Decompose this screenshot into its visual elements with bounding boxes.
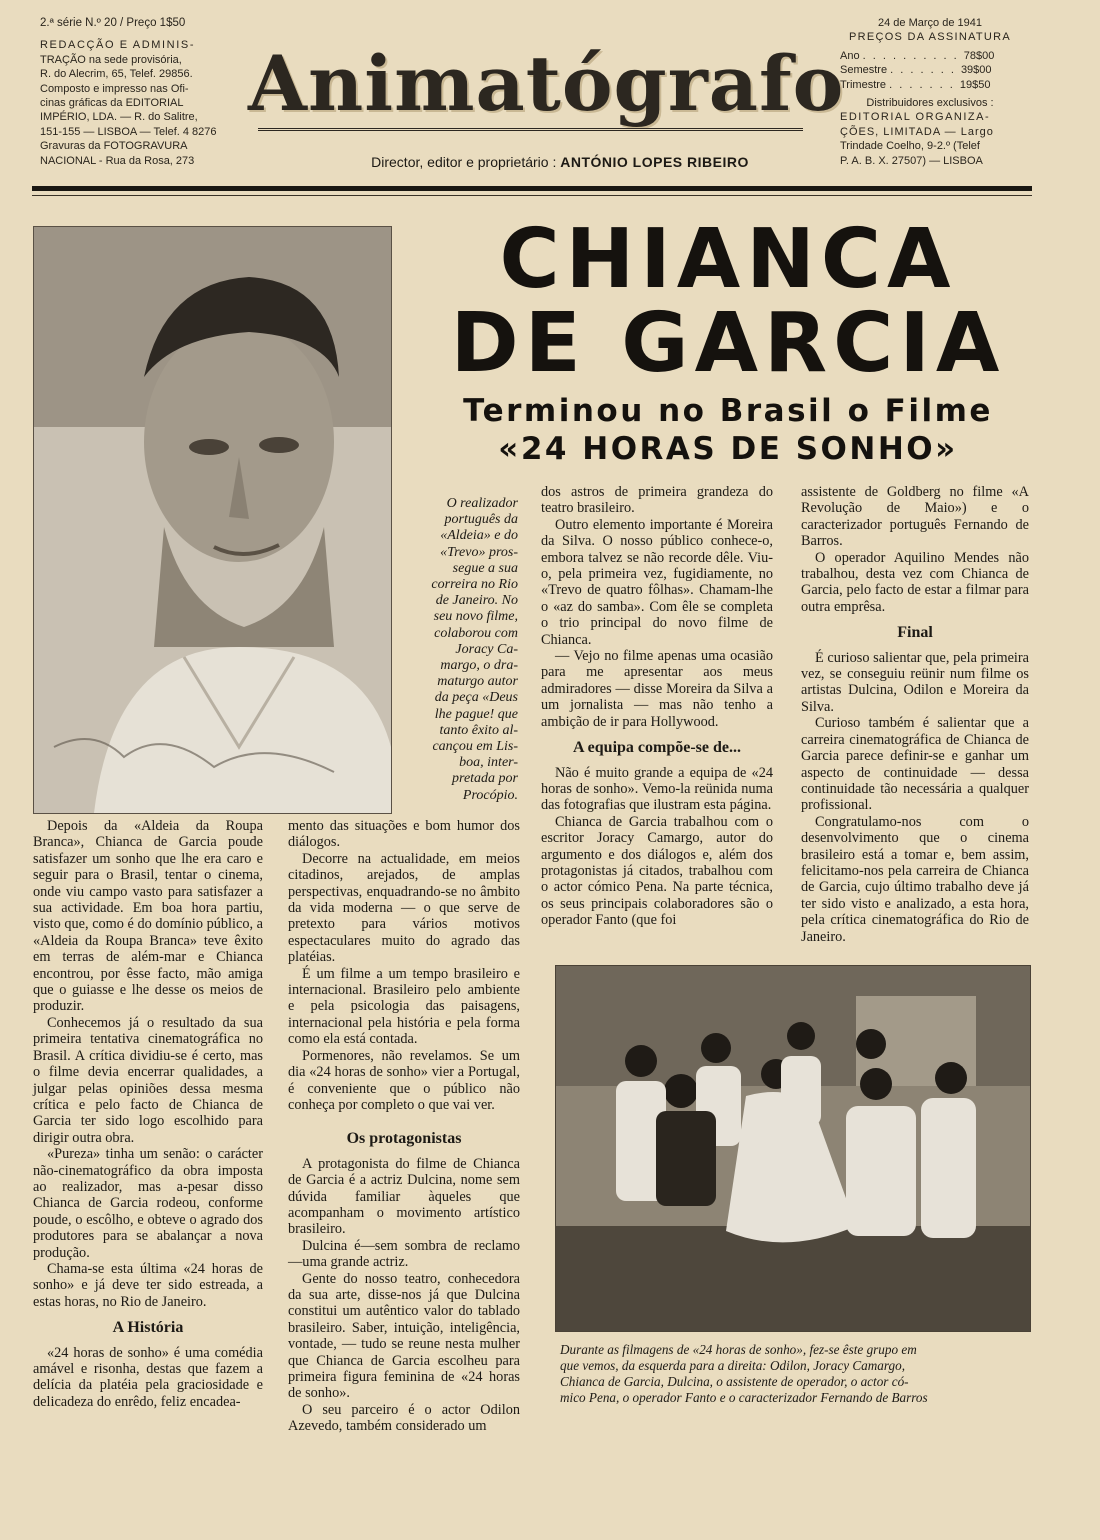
subheadline-line: Terminou no Brasil o Filme (463, 393, 993, 429)
paragraph: — Vejo no filme apenas uma ocasião para me apresentar aos meus admiradores — disse Moreira da Silva a um jornalista — mas não tenho a ambição de ir para Hollywood. (541, 648, 773, 730)
distributor-line: ÇÕES, LIMITADA — Largo (840, 125, 994, 138)
intro-line: margo, o dra- (440, 658, 518, 674)
masthead-title: Animatógrafo (248, 39, 845, 128)
intro-line: maturgo autor (437, 674, 518, 690)
paragraph: Conhecemos já o resultado da sua primeira tentativa cinematográfica no Brasil. A crítica dividiu-se é certo, mas o filme devia encerrar qualidades, a julgar pelas opiniões dessa mesma crítica e pelo facto de Chianca de Garcia ter sido logo escolhido para dirigir outra obra. (33, 1014, 263, 1146)
headline-line: CHIANCA (499, 212, 957, 307)
caption-line: Durante as filmagens de «24 horas de sonho», fez-se êste grupo em (560, 1342, 917, 1357)
intro-line: correira no Rio (431, 577, 518, 593)
director-label: Director, editor e proprietário : (371, 154, 557, 170)
director-name: ANTÓNIO LOPES RIBEIRO (560, 154, 749, 170)
intro-blurb (398, 496, 518, 804)
paragraph: «Pureza» tinha um senão: o carácter não-cinematográfico da obra imposta ao realizador, mas a-pesar disso Chianca de Garcia rodeou, conforme poude, o escôlho, e obteve o agrado dos produtores para se abalançar a nova produção. (33, 1146, 263, 1261)
portrait-photo (33, 226, 392, 814)
intro-line: Procópio. (462, 787, 518, 803)
paragraph: Chama-se esta última «24 horas de sonho» e já deve ter sido estreada, a estas horas, no Rio de Janeiro. (33, 1260, 263, 1310)
paragraph: «24 horas de sonho» é uma comédia amável e risonha, destas que fazem a delícia da platéia pela graciosidade e delicadeza do enrêdo, feliz encadea- (33, 1344, 263, 1410)
article-column-3 (541, 484, 773, 929)
intro-line: O realizador (446, 496, 518, 511)
editorial-line: 151-155 — LISBOA — Telef. 4 8276 (40, 125, 217, 138)
editorial-line: cinas gráficas da EDITORIAL (40, 97, 184, 110)
director-line (300, 154, 820, 170)
paragraph: Depois da «Aldeia da Roupa Branca», Chianca de Garcia poude satisfazer um sonho que lhe era caro e seguir para o Brasil, tentar o cinema, onde viu campo vasto para satisfazer a sua actividade. Em boa hora partiu, visto que, como é do domínio público, a «Aldeia da Roupa Branca» teve êxito em terras de além-mar e Chianca encontrou, por êsse facto, mão amiga que o guiasse e lhe desse os meios de produzir. (33, 818, 263, 1015)
paragraph: É um filme a um tempo brasileiro e internacional. Brasileiro pelo ambiente e pela psicologia das paisagens, internacional pela história e pela forma como ela está contada. (288, 965, 520, 1048)
prices-title: PREÇOS DA ASSINATURA (848, 31, 1012, 44)
price-value: 39$00 (960, 64, 992, 77)
masthead-rule (258, 128, 803, 131)
headline-line: DE GARCIA (450, 296, 1006, 391)
editorial-line: Gravuras da FOTOGRAVURA (40, 140, 188, 153)
intro-line: lhe pague! que (434, 706, 518, 722)
paragraph: A protagonista do filme de Chianca de Garcia é a actriz Dulcina, nome sem dúvida familiar àqueles que acompanham o movimento artístico brasileiro. (288, 1155, 520, 1238)
intro-line: boa, inter- (459, 755, 518, 771)
issue-line: 2.ª série N.º 20 / Preço 1$50 (40, 17, 186, 29)
editorial-line: IMPÉRIO, LDA. — R. do Salitre, (40, 111, 198, 124)
subheadline (428, 392, 1028, 468)
paragraph: Pormenores, não revelamos. Se um dia «24 horas de sonho» vier a Portugal, é conveniente que o público não conheça por completo o que vai ver. (288, 1047, 520, 1113)
distributor-line: EDITORIAL ORGANIZA- (840, 111, 991, 124)
editorial-line: REDACÇÃO E ADMINIS- (40, 39, 196, 52)
intro-line: Joracy Ca- (455, 641, 518, 657)
intro-line: «Trevo» pros- (440, 544, 518, 560)
distributor-line: Trindade Coelho, 9-2.º (Telef (840, 140, 980, 153)
section-heading: A História (112, 1319, 184, 1337)
editorial-line: Composto e impresso nas Ofi- (40, 82, 189, 95)
subheadline-line: «24 HORAS DE SONHO» (498, 431, 958, 467)
header-left (40, 16, 240, 168)
paragraph: É curioso salientar que, pela primeira vez, se conseguiu reünir num filme os artistas Dulcina, Odilon e Moreira da Silva. (801, 649, 1029, 715)
price-row: Trimestre . . . . . . . 19$50 (840, 78, 991, 91)
intro-line: cançou em Lis- (432, 739, 518, 755)
price-label: Semestre (840, 64, 888, 77)
caption-line: mico Pena, o operador Fanto e o caracterizador Fernando de Barros (560, 1390, 928, 1405)
price-label: Trimestre (840, 78, 887, 91)
intro-line: pretada por (452, 771, 518, 787)
paragraph: Curioso também é salientar que a carreira cinematográfica de Chianca de Garcia parece definir-se e ganhar um aspecto de continuidade — dessa continuidade tão necessária a qualquer profissional. (801, 715, 1029, 814)
paragraph: dos astros de primeira grandeza do teatro brasileiro. (541, 484, 773, 517)
paragraph: O operador Aquilino Mendes não trabalhou, desta vez com Chianca de Garcia, pelo facto de estar a filmar para outra emprêsa. (801, 549, 1029, 615)
editorial-line: TRAÇÃO na sede provisória, (40, 53, 182, 66)
paragraph: Outro elemento importante é Moreira da Silva. O nosso público conhece-o, embora talvez se não recorde dêle. Viu-o, pela primeira vez, fugidiamente, no «Trevo de quatro fôlhas». Chamam-lhe o «az do samba». Com êle se completa o trio principal do novo filme de Chianca. (541, 516, 773, 648)
section-heading: Os protagonistas (346, 1130, 462, 1148)
paragraph: Não é muito grande a equipa de «24 horas de sonho». Vemo-la reünida numa das fotografias que ilustram esta página. (541, 764, 773, 814)
distributor-line: P. A. B. X. 27507) — LISBOA (840, 154, 983, 167)
price-row: Ano . . . . . . . . . . 78$00 (840, 49, 995, 62)
article-column-4 (801, 484, 1029, 945)
distributor-line: Distribuidores exclusivos : (866, 97, 994, 110)
paragraph: Gente do nosso teatro, conhecedora da sua arte, disse-nos já que Dulcina constitui um autêntico valor do tablado brasileiro. Saber, intuição, inteligência, vontade, — tudo se reune nesta mulher que Chianca de Garcia escolheu para primeira figura feminina de «24 horas de sonho». (288, 1270, 520, 1402)
intro-line: da peça «Deus (434, 690, 518, 706)
paragraph: Decorre na actualidade, em meios citadinos, arejados, de amplas perspectivas, enquadrando-se no âmbito da vida moderna — o que serve de pretexto para vários motivos espectaculares muito do agrado das platéias. (288, 850, 520, 966)
intro-line: tanto êxito al- (439, 722, 518, 738)
article-column-2 (288, 818, 520, 1435)
headline (428, 212, 1028, 391)
intro-line: colaborou com (434, 625, 518, 641)
intro-line: português da (444, 512, 518, 528)
price-label: Ano (840, 49, 860, 62)
caption-line: Chianca de Garcia, Dulcina, o assistente de operador, o actor có- (560, 1374, 909, 1389)
paragraph: Chianca de Garcia trabalhou com o escritor Joracy Camargo, autor do argumento e dos diálogos e, além dos protagonistas já citados, trabalhou com o actor cómico Pena. Na parte técnica, os seus principais colaboradores são o operador Fanto (que foi (541, 813, 773, 929)
price-value: 19$50 (959, 78, 991, 91)
group-photo-illustration (556, 966, 1030, 1331)
price-value: 78$00 (963, 49, 995, 62)
section-heading: Final (897, 624, 933, 642)
editorial-line: R. do Alecrim, 65, Telef. 29856. (40, 68, 193, 81)
issue-date: 24 de Março de 1941 (878, 17, 982, 29)
editorial-line: NACIONAL - Rua da Rosa, 273 (40, 154, 195, 167)
caption-line: que vemos, da esquerda para a direita: Odilon, Joracy Camargo, (560, 1358, 906, 1373)
intro-line: «Aldeia» e do (440, 528, 518, 544)
article-column-1 (33, 818, 263, 1410)
intro-line: segue a sua (452, 560, 518, 576)
paragraph: O seu parceiro é o actor Odilon Azevedo, também considerado um (288, 1401, 520, 1435)
header-right (840, 16, 1020, 168)
header-rule-thin (32, 195, 1032, 196)
intro-line: de Janeiro. No (435, 593, 518, 609)
portrait-illustration (34, 227, 391, 813)
section-heading: A equipa compõe-se de... (573, 739, 741, 757)
paragraph: Dulcina é—sem sombra de reclamo—uma grande actriz. (288, 1237, 520, 1271)
paragraph: Congratulamo-nos com o desenvolvimento que o cinema brasileiro está a tomar e, bem assim, felicitamo-nos pela carreira de Chianca de Garcia, cujo último trabalho deve já ter sido visto e analizado, a esta hora, pela crítica cinematográfica do Rio de Janeiro. (801, 813, 1029, 945)
paragraph: assistente de Goldberg no filme «A Revolução de Maio») e o caracterizador português Fernando de Barros. (801, 484, 1029, 550)
price-row: Semestre . . . . . . . 39$00 (840, 64, 992, 77)
intro-line: seu novo filme, (433, 609, 518, 625)
paragraph: mento das situações e bom humor dos diálogos. (288, 818, 520, 851)
photo-caption (560, 1342, 1030, 1406)
header-rule (32, 186, 1032, 191)
group-photo (555, 965, 1031, 1332)
